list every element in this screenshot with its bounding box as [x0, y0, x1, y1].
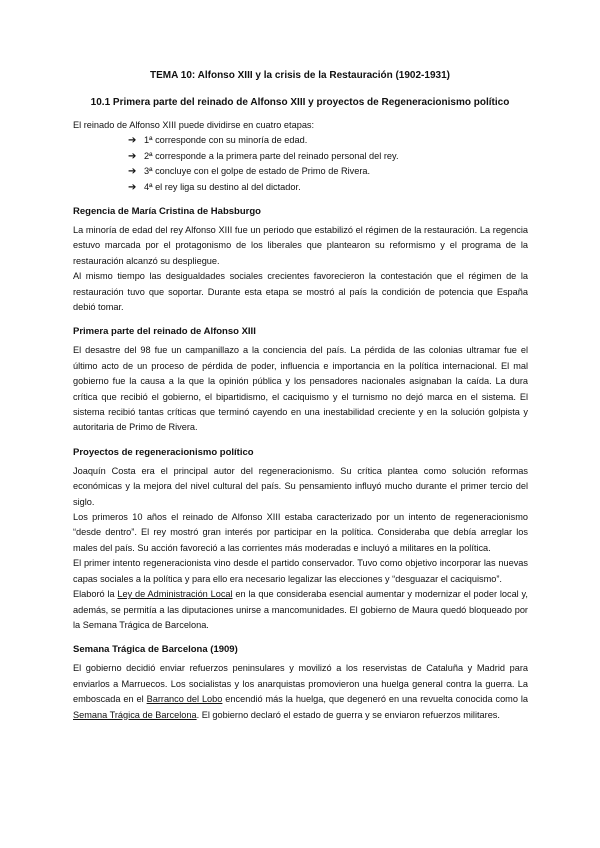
- paragraph: Al mismo tiempo las desigualdades sociales crecientes favorecieron la contestación que el régimen de la restauración tuvo que soportar. Durante esta etapa se mostró al país la condición de potencia que España debió tomar.: [73, 271, 528, 312]
- stage-text: 1ª corresponde con su minoría de edad.: [144, 135, 308, 146]
- paragraph: [73, 661, 528, 723]
- stages-list: [73, 133, 528, 195]
- paragraph: La minoría de edad del rey Alfonso XIII fue un periodo que estabilizó el régimen de la restauración. La regencia estuvo marcada por el protagonismo de los liberales que plantearon su reformismo y el programa de la restauración alcanzó su despliegue.: [73, 224, 528, 266]
- paragraph: El desastre del 98 fue un campanillazo a la conciencia del país. La pérdida de las colonias ultramar fue el último acto de un proceso de pérdida de poder, influencia e importancia en la política internacional. El mal gobierno fue la causa a la que la opinión pública y los pensadores nacionales asignaban la caída. La dura crítica que recibió el gobierno, el bipartidismo, el caciquismo y el turnismo no dejó marca en el sistema. El sistema recibió tantas críticas que terminó cayendo en una inestabilidad creciente y en la solución golpista y autoritaria de Primo de Rivera.: [73, 345, 528, 433]
- list-item: [128, 164, 528, 179]
- intro-paragraph: El reinado de Alfonso XIII puede dividirse en cuatro etapas:: [73, 120, 315, 130]
- list-item: [128, 149, 528, 164]
- semana-tragica-link[interactable]: Semana Trágica de Barcelona: [73, 709, 197, 720]
- text-span: . El gobierno declaró el estado de guerra y se enviaron refuerzos militares.: [196, 709, 500, 720]
- paragraph: Joaquín Costa era el principal autor del regeneracionismo. Su crítica plantea como solución reformas económicas y la mejora del nivel cultural del país. Su pensamiento influyó mucho durante el primer tercio del siglo.: [73, 465, 528, 507]
- heading-regencia: Regencia de María Cristina de Habsburgo: [73, 205, 261, 217]
- section-subtitle: 10.1 Primera parte del reinado de Alfonso XIII y proyectos de Regeneracionismo político: [90, 97, 510, 108]
- stage-text: 2ª corresponde a la primera parte del reinado personal del rey.: [144, 150, 399, 161]
- arrow-icon: ➔: [128, 181, 137, 193]
- heading-proyectos: Proyectos de regeneracionismo político: [73, 446, 254, 458]
- document-body: [73, 118, 528, 723]
- text-span: El gobierno decidió enviar refuerzos peninsulares y movilizó a los reservistas de Cataluña y Madrid para enviarlos a Marruecos. Los socialistas y los anarquistas promovieron una huelga general contra la guerra. La emboscada en el: [73, 663, 528, 705]
- heading-semana-tragica: Semana Trágica de Barcelona (1909): [73, 644, 238, 656]
- list-item: [128, 133, 528, 148]
- barranco-del-lobo-link[interactable]: Barranco del Lobo: [146, 694, 223, 705]
- arrow-icon: ➔: [128, 150, 137, 162]
- stage-text: 3ª concluye con el golpe de estado de Primo de Rivera.: [144, 166, 371, 177]
- text-span: en la que consideraba esencial aumentar y modernizar el poder local y, además, se permitía a las diputaciones unirse a mancomunidades. El gobierno de Maura quedó bloqueado por la Semana Trágica de Barcelona.: [73, 589, 528, 630]
- stage-text: 4ª el rey liga su destino al del dictador.: [144, 181, 301, 192]
- arrow-icon: ➔: [128, 135, 137, 147]
- text-span: encendió más la huelga, que degeneró en una revuelta conocida como la: [222, 694, 528, 705]
- document-title: TEMA 10: Alfonso XIII y la crisis de la Restauración (1902-1931): [150, 70, 450, 81]
- paragraph: El primer intento regeneracionista vino desde el partido conservador. Tuvo como objetivo incorporar las nuevas capas sociales a la política y para ello era necesario legalizar las elecciones y “desguazar el caciquismo”.: [73, 558, 528, 584]
- ley-administracion-local-link[interactable]: Ley de Administración Local: [117, 589, 233, 600]
- paragraph: Los primeros 10 años el reinado de Alfonso XIII estaba caracterizado por un intento de regeneracionismo “desde dentro”. El rey mostró gran interés por participar en la política. Consideraba que debía arreglar los males del país. Su acción favoreció a las corrientes más moderadas e incluyó a militares en la política.: [73, 512, 528, 553]
- arrow-icon: ➔: [128, 166, 137, 178]
- heading-primera-parte: Primera parte del reinado de Alfonso XIII: [73, 326, 256, 338]
- paragraph: [73, 587, 528, 633]
- text-span: Elaboró la: [73, 589, 118, 600]
- list-item: [128, 180, 528, 195]
